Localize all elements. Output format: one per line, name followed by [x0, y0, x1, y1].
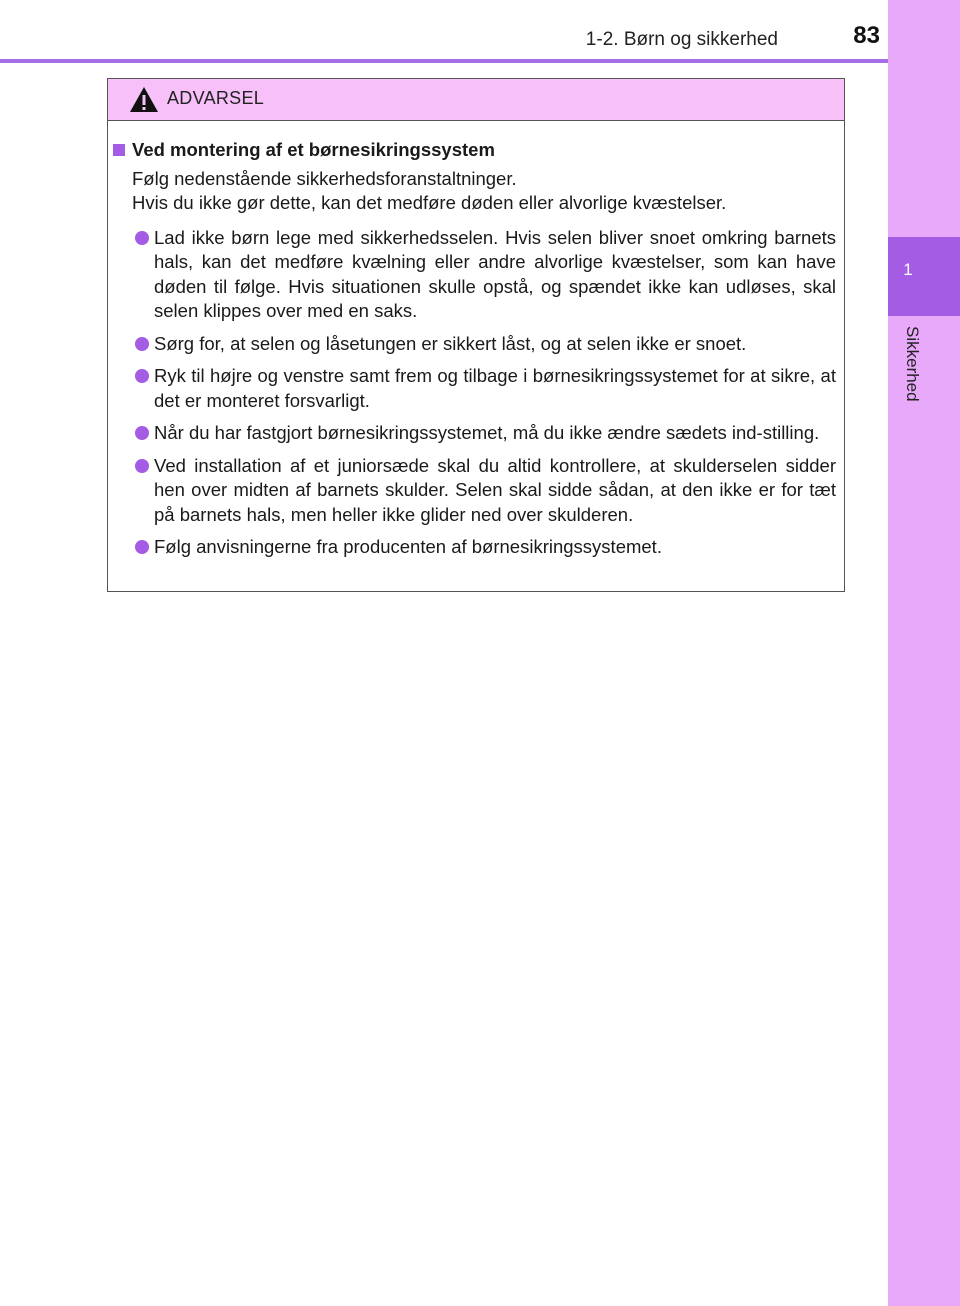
chapter-label: Sikkerhed: [903, 326, 922, 402]
list-item-text: Følg anvisningerne fra producenten af børnesikringssystemet.: [154, 536, 662, 557]
round-bullet-icon: [135, 337, 149, 351]
intro-line: Hvis du ikke gør dette, kan det medføre døden eller alvorlige kvæstelser.: [132, 192, 727, 213]
round-bullet-icon: [135, 231, 149, 245]
warning-box: [107, 78, 845, 592]
list-item-text: Ryk til højre og venstre samt frem og tilbage i børnesikringssystemet for at sikre, at det er monteret forsvarligt.: [154, 365, 836, 411]
warning-heading-text: Ved montering af et børnesikringssystem: [132, 139, 495, 160]
warning-body: [108, 138, 844, 568]
intro-line: Følg nedenstående sikkerhedsforanstaltninger.: [132, 167, 517, 189]
round-bullet-icon: [135, 369, 149, 383]
list-item-text: Lad ikke børn lege med sikkerhedsselen. Hvis selen bliver snoet omkring barnets hals, kan det medføre kvælning eller andre alvorlige kvæstelser, som kan have døden til følge. Hvis situationen skulle opstå, og spændet ikke kan udløses, skal selen klippes over med en saks.: [154, 226, 836, 321]
warning-list: [108, 226, 844, 560]
warning-title: ADVARSEL: [167, 88, 265, 108]
list-item: [108, 421, 844, 446]
round-bullet-icon: [135, 426, 149, 440]
list-item: [108, 535, 844, 560]
chapter-number: 1: [903, 260, 913, 279]
list-item-text: Når du har fastgjort børnesikringssystemet, må du ikke ændre sædets ind-stilling.: [154, 422, 820, 443]
square-bullet-icon: [113, 144, 125, 156]
list-item: [108, 364, 844, 413]
list-item: [108, 226, 844, 324]
section-title: 1-2. Børn og sikkerhed: [585, 29, 778, 50]
round-bullet-icon: [135, 540, 149, 554]
warning-heading: [108, 138, 844, 163]
list-item-text: Sørg for, at selen og låsetungen er sikkert låst, og at selen ikke er snoet.: [154, 332, 747, 354]
page-number: 83: [853, 22, 880, 49]
header-rule: [0, 59, 888, 63]
round-bullet-icon: [135, 459, 149, 473]
warning-triangle-icon: [129, 86, 159, 118]
list-item: [108, 332, 844, 357]
side-strip: [888, 0, 960, 1306]
warning-header: [108, 79, 844, 121]
list-item-text: Ved installation af et juniorsæde skal du altid kontrollere, at skulderselen sidder hen over midten af barnets skulder. Selen skal sidde sådan, at den ikke er for tæt på barnets hals, men heller ikke glider ned over skulderen.: [154, 454, 836, 525]
list-item: [108, 454, 844, 528]
warning-intro: [108, 167, 844, 216]
